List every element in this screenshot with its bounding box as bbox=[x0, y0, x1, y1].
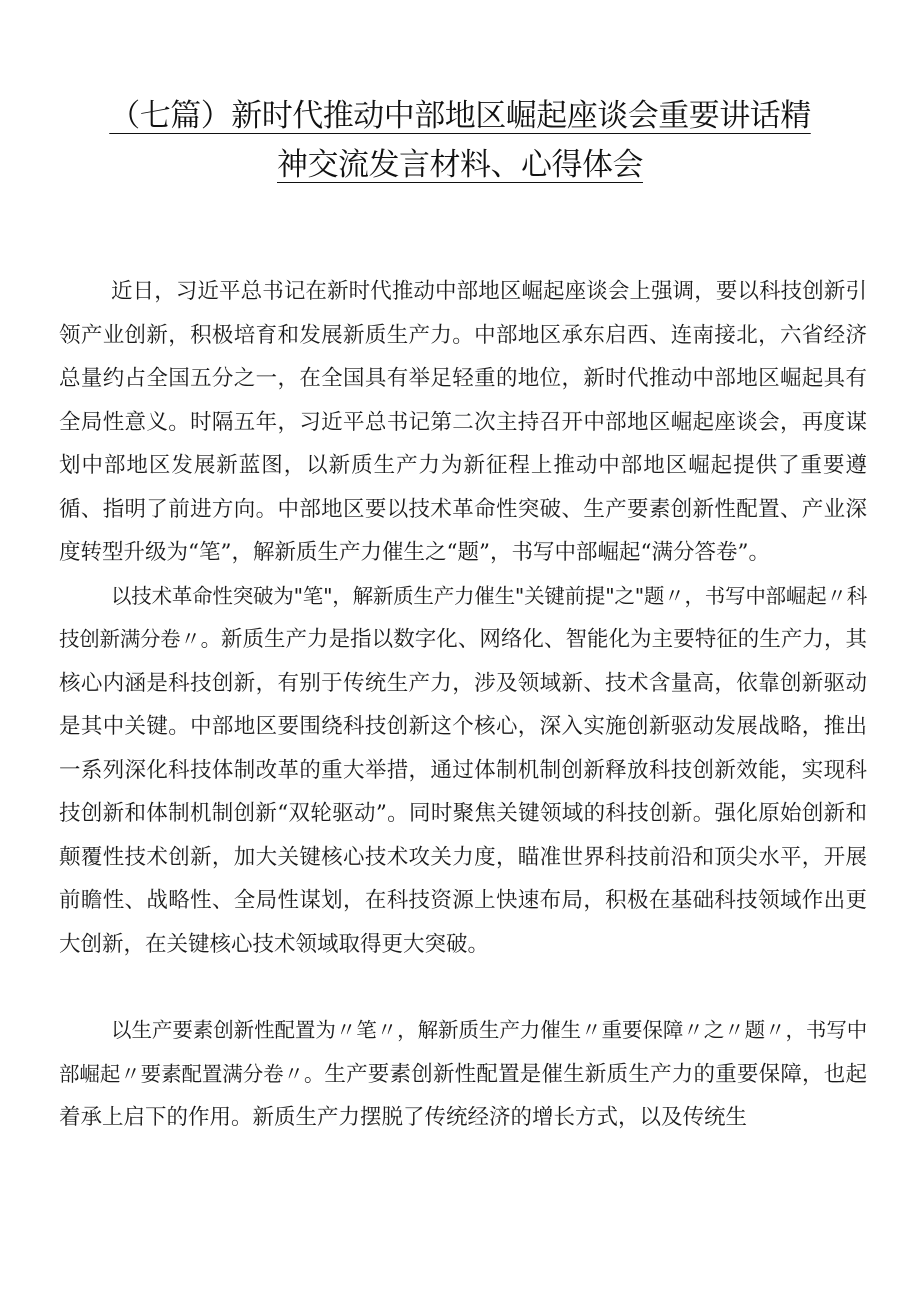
document-body bbox=[59, 270, 867, 1140]
title-line-1: （七篇）新时代推动中部地区崛起座谈会重要讲话精 bbox=[109, 98, 811, 134]
title-line-2: 神交流发言材料、心得体会 bbox=[277, 147, 643, 183]
document-title bbox=[80, 92, 840, 190]
paragraph-3-heading: 以生产要素创新性配置为〃笔〃，解新质生产力催生〃重要保障〃之〃题〃，书写中部崛起〃要素配置满分卷〃。 bbox=[59, 1018, 867, 1086]
paragraph-2 bbox=[59, 575, 867, 967]
paragraph-3 bbox=[59, 1009, 867, 1140]
paragraph-2-heading: 以技术革命性突破为"笔"，解新质生产力催生"关键前提"之"题〃，书写中部崛起〃科技创新满分卷〃。 bbox=[59, 583, 867, 651]
paragraph-1: 近日，习近平总书记在新时代推动中部地区崛起座谈会上强调，要以科技创新引领产业创新，积极培育和发展新质生产力。中部地区承东启西、连南接北，六省经济总量约占全国五分之一，在全国具有举足轻重的地位，新时代推动中部地区崛起具有全局性意义。时隔五年，习近平总书记第二次主持召开中部地区崛起座谈会，再度谋划中部地区发展新蓝图，以新质生产力为新征程上推动中部地区崛起提供了重要遵循、指明了前进方向。中部地区要以技术革命性突破、生产要素创新性配置、产业深度转型升级为“笔”，解新质生产力催生之“题”，书写中部崛起“满分答卷”。 bbox=[59, 279, 867, 565]
paragraph-3-text: 生产要素创新性配置是催生新质生产力的重要保障，也起着承上启下的作用。新质生产力摆脱了传统经济的增长方式，以及传统生 bbox=[59, 1061, 867, 1130]
paragraph-2-text: 新质生产力是指以数字化、网络化、智能化为主要特征的生产力，其核心内涵是科技创新，有别于传统生产力，涉及领域新、技术含量高，依靠创新驱动是其中关键。中部地区要围绕科技创新这个核心，深入实施创新驱动发展战略，推出一系列深化科技体制改革的重大举措，通过体制机制创新释放科技创新效能，实现科技创新和体制机制创新“双轮驱动”。同时聚焦关键领域的科技创新。强化原始创新和颠覆性技术创新，加大关键核心技术攻关力度，瞄准世界科技前沿和顶尖水平，开展前瞻性、战略性、全局性谋划，在科技资源上快速布局，积极在基础科技领域作出更大创新，在关键核心技术领域取得更大突破。 bbox=[59, 627, 867, 957]
